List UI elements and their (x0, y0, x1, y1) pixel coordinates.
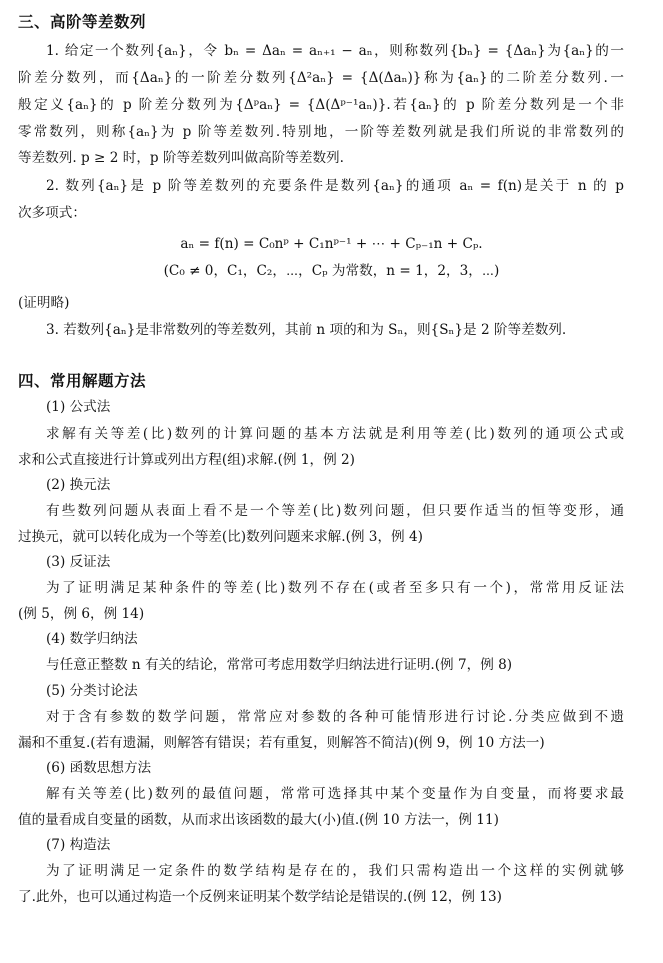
paragraph-line: 次多项式： (18, 205, 86, 221)
paragraph-line: 零常数列，则称{aₙ}为 p 阶等差数列.特别地，一阶等差数列就是我们所说的非常数列的 (18, 124, 624, 140)
paragraph-line: 了.此外，也可以通过构造一个反例来证明某个数学结论是错误的.(例 12，例 13) (18, 889, 502, 905)
paragraph-line: 求解有关等差(比)数列的计算问题的基本方法就是利用等差(比)数列的通项公式或 (46, 426, 624, 442)
section-heading-4: 四、常用解题方法 (18, 372, 147, 390)
method-title: (3) 反证法 (46, 554, 111, 570)
paragraph-line: 解有关等差(比)数列的最值问题，常常可选择其中某个变量作为自变量，而将要求最 (46, 786, 624, 802)
paragraph-line: 1. 给定一个数列{aₙ}，令 bₙ = Δaₙ = aₙ₊₁ − aₙ，则称数列{bₙ} = {Δaₙ}为{aₙ}的一 (46, 43, 624, 59)
method-title: (6) 函数思想方法 (46, 760, 152, 776)
paragraph-line: 有些数列问题从表面上看不是一个等差(比)数列问题，但只要作适当的恒等变形，通 (46, 503, 624, 519)
paragraph-line: 为了证明满足某种条件的等差(比)数列不存在(或者至多只有一个)，常常用反证法 (46, 580, 624, 596)
paragraph-line: 等差数列. p ≥ 2 时，p 阶等差数列叫做高阶等差数列. (18, 150, 344, 166)
paragraph-line: 2. 数列{aₙ}是 p 阶等差数列的充要条件是数列{aₙ}的通项 aₙ = f(n)是关于 n 的 p (46, 178, 624, 194)
paragraph-line: 过换元，就可以转化成为一个等差(比)数列问题来求解.(例 3，例 4) (18, 529, 423, 545)
method-title: (4) 数学归纳法 (46, 631, 138, 647)
method-title: (5) 分类讨论法 (46, 683, 138, 699)
section-heading-3: 三、高阶等差数列 (18, 13, 147, 31)
method-title: (7) 构造法 (46, 837, 111, 853)
formula: aₙ = f(n) = C₀nᵖ + C₁nᵖ⁻¹ + ⋯ + Cₚ₋₁n + Cₚ. (180, 236, 483, 252)
paragraph-line: 为了证明满足一定条件的数学结构是存在的，我们只需构造出一个这样的实例就够 (46, 863, 624, 879)
method-title: (2) 换元法 (46, 477, 111, 493)
method-title: (1) 公式法 (46, 399, 111, 415)
paragraph-line: 对于含有参数的数学问题，常常应对参数的各种可能情形进行讨论.分类应做到不遗 (46, 709, 624, 725)
proof-note: (证明略) (18, 295, 70, 311)
paragraph-line: 漏和不重复.(若有遗漏，则解答有错误；若有重复，则解答不简洁)(例 9，例 10 方法一) (18, 735, 545, 751)
paragraph-line: (例 5，例 6，例 14) (18, 606, 145, 622)
paragraph-line: 3. 若数列{aₙ}是非常数列的等差数列，其前 n 项的和为 Sₙ，则{Sₙ}是 2 阶等差数列. (46, 322, 567, 338)
paragraph-line: 般定义{aₙ}的 p 阶差分数列为{Δᵖaₙ} = {Δ(Δᵖ⁻¹aₙ)}.若{aₙ}的 p 阶差分数列是一个非 (18, 97, 624, 113)
paragraph-line: 阶差分数列，而{Δaₙ}的一阶差分数列{Δ²aₙ} = {Δ(Δaₙ)}称为{aₙ}的二阶差分数列.一 (18, 70, 624, 86)
paragraph-line: 值的量看成自变量的函数，从而求出该函数的最大(小)值.(例 10 方法一，例 11) (18, 812, 499, 828)
paragraph-line: 与任意正整数 n 有关的结论，常常可考虑用数学归纳法进行证明.(例 7，例 8) (46, 657, 513, 673)
paragraph-line: 求和公式直接进行计算或列出方程(组)求解.(例 1，例 2) (18, 452, 355, 468)
formula-condition: (C₀ ≠ 0，C₁，C₂，⋯，Cₚ 为常数，n = 1，2，3，⋯) (163, 263, 500, 279)
